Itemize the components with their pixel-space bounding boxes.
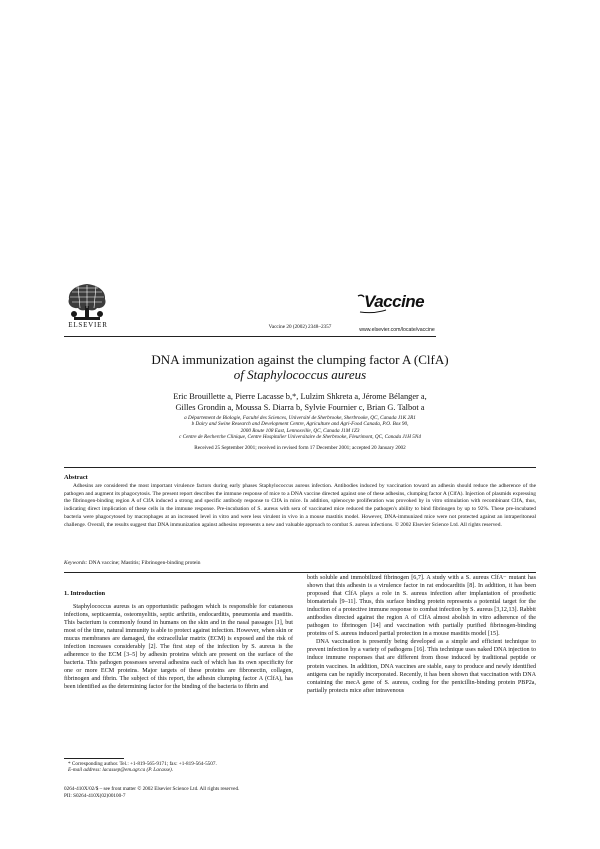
authors-line-2: Gilles Grondin a, Moussa S. Diarra b, Sylvie Fournier c, Brian G. Talbot a <box>175 402 425 412</box>
keywords-list: DNA vaccine; Mastitis; Fibrinogen-binding protein <box>88 560 201 566</box>
affiliation-b-line-1: b Dairy and Swine Research and Development Centre, Agriculture and Agri-Food Canada, P.O. Box 90, <box>191 421 409 428</box>
article-title <box>64 352 536 382</box>
abstract-text: Adhesins are considered the most important virulence factors during early phases Staphylococcus aureus infection. Antibodies induced by vaccination toward an adhesin should reduce the adherence of the pathogen and augment its phagocytosis. The present report describes the immune response of mice to a DNA vaccine directed against one of these adhesins, clumping factor A (ClfA). Injection of plasmids expressing the fibrinogen-binding region A of ClfA induced a strong and specific antibody response to ClfA in mice. In addition, splenocyte proliferation was provoked by in vitro stimulation with recombinant ClfA, thus, indicating direct implication of these cells in the immune response. Pre-incubation of S. aureus with sera of vaccinated mice reduced the pathogen's ability to bind fibrinogen by up to 92%. These pre-incubated bacteria were phagocytosed by macrophages at an increased level in vitro and were less virulent in vivo in a mouse mastitis model. However, DNA-immunized mice were not protected against an intraperitoneal challenge. Overall, the results suggest that DNA immunization against adhesins represents a new and valuable approach to combat S. aureus infections. © 2002 Elsevier Science Ltd. All rights reserved. <box>64 483 536 528</box>
intro-paragraph-1-continued: both soluble and immobilized fibrinogen [6,7]. A study with a S. aureus ClfA− mutant has shown that this adhesin is a virulence factor in rat endocarditis [8]. In addition, it has been proposed that ClfA plays a role in S. aureus infection after implantation of prosthetic biomaterials [9–11]. Thus, this surface binding protein represents a potential target for the induction of a protective immune response to combat infection by S. aureus [3,12,13]. Rabbit antibodies directed against the region A of ClfA almost abolish in vitro adherence of the pathogen to fibrinogen [14] and vaccination with partially purified fibrinogen-binding proteins of S. aureus induced partial protection in a mouse mastitis model [15]. <box>307 575 536 638</box>
author-email[interactable]: E-mail address: lacassep@em.agr.ca (P. Lacasse). <box>68 767 174 774</box>
left-column <box>64 603 293 692</box>
intro-paragraph-2: DNA vaccination is presently being developed as a simple and efficient technique to prevent infection by a variety of pathogens [16]. This technique uses naked DNA injection to induce immune responses that are different from those induced by traditional peptide or protein vaccines. In addition, DNA vaccines are stable, easy to produce and newly identified antigens can be rapidly incorporated. Recently, it has been shown that vaccination with DNA containing the mecA gene of S. aureus, coding for the penicillin-binding protein PBP2a, partially protects mice after intravenous <box>307 639 536 694</box>
keywords-label: Keywords: <box>64 560 88 566</box>
intro-paragraph-1: Staphylococcus aureus is an opportunistic pathogen which is responsible for cutaneous infections, septicaemia, osteomyelitis, septic arthritis, endocarditis, pneumonia and mastitis. This bacterium is commonly found in humans on the skin and in the nasal passages [1], but most of the time, natural immunity is able to protect against infection. However, when skin or mucus membranes are damaged, the extracellular matrix (ECM) is exposed and the risk of infection increases considerably [2]. The first step of the infection by S. aureus is the adherence to the ECM [3–5] by adhesin proteins which are present on the surface of the bacteria. This pathogen possesses several adhesins each of which has its own specificity for one or more ECM proteins. Major targets of these proteins are fibronectin, collagen, fibrinogen and fibrin. The subject of this report, the adhesin clumping factor A (ClfA), has been identified as the determining factor for the binding of the bacteria to fibrin and <box>64 604 293 691</box>
elsevier-tree-icon <box>64 282 110 322</box>
title-line-1: DNA immunization against the clumping factor A (ClfA) <box>151 352 449 367</box>
received-dates: Received 25 September 2001; received in revised form 17 December 2001; accepted 20 January 2002 <box>194 445 406 451</box>
affiliation-c: c Centre de Recherche Clinique, Centre Hospitalier Universitaire de Sherbrooke, Fleurimont, QC, Canada J1H 5N4 <box>179 434 421 441</box>
abstract-bottom-rule <box>64 572 536 573</box>
authors-line-1: Eric Brouillette a, Pierre Lacasse b,*, Lulzim Shkreta a, Jérome Bélanger a, <box>173 392 427 401</box>
issn-line: 0264-410X/02/$ – see front matter © 2002 Elsevier Science Ltd. All rights reserved. <box>64 786 240 792</box>
pii-line: PII: S0264-410X(02)00100-7 <box>64 793 126 799</box>
affiliations <box>64 415 536 441</box>
corresponding-author: * Corresponding author. Tel.: +1-819-565-9171; fax: +1-819-564-5507. <box>68 761 217 767</box>
affiliation-b-line-2: 2000 Route 108 East, Lennoxville, QC, Canada J1M 1Z3 <box>240 427 360 434</box>
footnote-rule <box>64 758 124 759</box>
author-list <box>64 392 536 413</box>
abstract-top-rule <box>64 467 536 468</box>
journal-citation: Vaccine 20 (2002) 2348–2357 <box>268 324 332 330</box>
keywords <box>64 560 536 567</box>
elsevier-logo <box>64 282 110 322</box>
right-column <box>307 574 536 695</box>
affiliation-a: a Département de Biologie, Faculté des Sciences, Université de Sherbrooke, Sherbrooke, QC, Canada J1K 2R1 <box>184 415 416 421</box>
title-line-2: of Staphylococcus aureus <box>233 367 367 382</box>
abstract-heading: Abstract <box>64 474 88 481</box>
journal-title: Vaccine <box>364 292 425 311</box>
journal-url[interactable]: www.elsevier.com/locate/vaccine <box>359 327 435 333</box>
header-rule <box>64 336 436 337</box>
section-heading-introduction: 1. Introduction <box>64 590 106 597</box>
footnote <box>64 761 293 774</box>
publisher-name: ELSEVIER <box>68 321 108 329</box>
